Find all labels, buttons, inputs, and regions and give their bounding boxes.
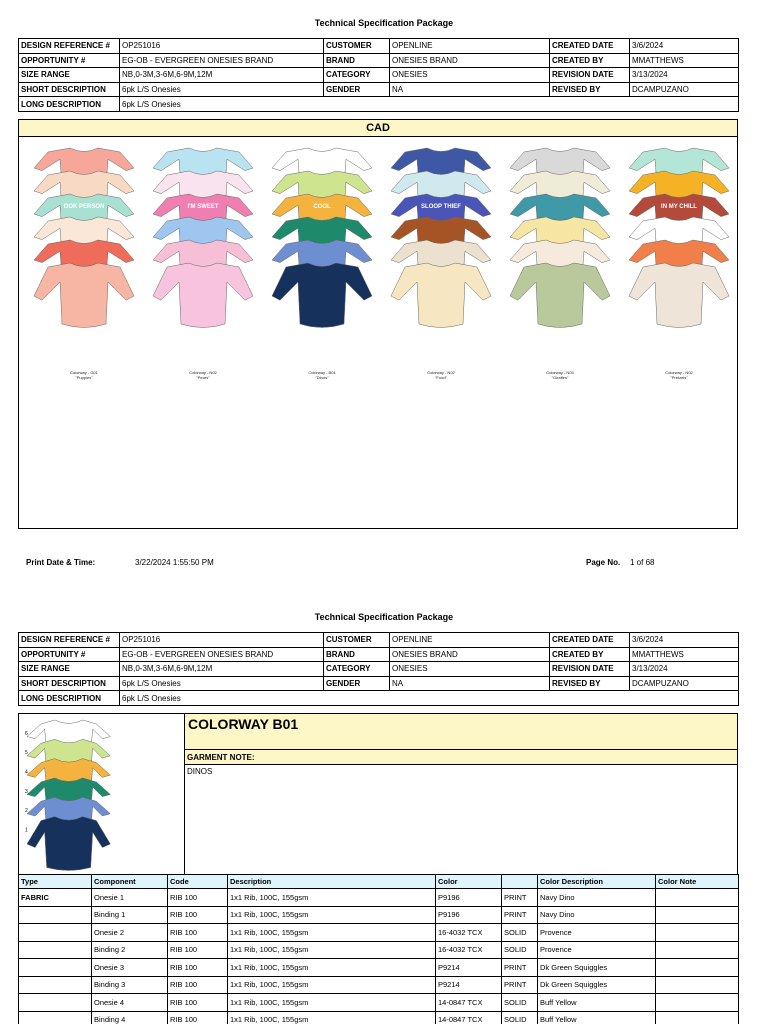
brand-label: BRAND: [324, 53, 390, 68]
opportunity-label: OPPORTUNITY #: [19, 53, 120, 68]
bom-cell-description: 1x1 Rib, 100C, 155gsm: [228, 906, 436, 924]
colorway-code: Colorway - N02: [665, 370, 693, 375]
bom-header-5: [502, 875, 538, 889]
colorway-stack-2: [148, 142, 258, 388]
table-row: [19, 941, 739, 959]
bom-cell-code: RIB 100: [168, 906, 228, 924]
bom-cell-kind: SOLID: [502, 994, 538, 1012]
bom-cell-code: RIB 100: [168, 1011, 228, 1024]
bom-cell-note: [656, 924, 739, 942]
revised-by-label: REVISED BY: [550, 676, 630, 691]
onesie-number: 3: [25, 788, 28, 795]
colorway-stack-5: [505, 142, 615, 388]
table-row: [19, 976, 739, 994]
colorway-title: COLORWAY B01: [185, 714, 737, 750]
category-value: ONESIES: [390, 68, 550, 83]
revised-by-value: DCAMPUZANO: [630, 82, 739, 97]
bom-header-7: Color Note: [656, 875, 739, 889]
bom-cell-color-description: Navy Dino: [538, 889, 656, 907]
bom-cell-note: [656, 889, 739, 907]
bom-cell-description: 1x1 Rib, 100C, 155gsm: [228, 1011, 436, 1024]
bom-cell-note: [656, 976, 739, 994]
page-number-label: Page No.: [586, 558, 621, 567]
bom-cell-kind: SOLID: [502, 941, 538, 959]
table-row: [19, 924, 739, 942]
print-graphic-text: I'M SWEET: [187, 204, 219, 210]
customer-label: CUSTOMER: [324, 39, 390, 54]
onesie-stack-image: [386, 142, 496, 367]
onesie-stack-image: [505, 142, 615, 367]
created-by-label: CREATED BY: [550, 53, 630, 68]
bom-cell-kind: PRINT: [502, 889, 538, 907]
table-row: [19, 994, 739, 1012]
bom-cell-color-description: Dk Green Squiggles: [538, 959, 656, 977]
garment-note-value: DINOS: [187, 767, 213, 776]
bom-cell-type: [19, 976, 92, 994]
bom-header-4: Color: [436, 875, 502, 889]
bom-cell-note: [656, 994, 739, 1012]
bom-cell-color-description: Buff Yellow: [538, 1011, 656, 1024]
bom-cell-component: Binding 4: [92, 1011, 168, 1024]
bom-cell-type: [19, 994, 92, 1012]
created-date-label: CREATED DATE: [550, 633, 630, 648]
colorway-name: "Puppies": [75, 375, 93, 380]
created-by-label: CREATED BY: [550, 647, 630, 662]
bom-cell-component: Onesie 2: [92, 924, 168, 942]
bom-cell-kind: PRINT: [502, 906, 538, 924]
colorway-name: "Giraffes": [551, 375, 569, 380]
gender-label: GENDER: [324, 676, 390, 691]
onesie-6: [510, 263, 610, 328]
category-label: CATEGORY: [324, 662, 390, 677]
revised-by-label: REVISED BY: [550, 82, 630, 97]
onesie-6: [272, 263, 372, 328]
page-title-2: Technical Specification Package: [314, 612, 454, 622]
bom-cell-code: RIB 100: [168, 959, 228, 977]
bom-cell-description: 1x1 Rib, 100C, 155gsm: [228, 889, 436, 907]
bom-cell-code: RIB 100: [168, 976, 228, 994]
header-info-table-2: [18, 632, 739, 706]
short-description-value: 6pk L/S Onesies: [120, 82, 324, 97]
gender-value: NA: [390, 676, 550, 691]
page-title: Technical Specification Package: [314, 18, 454, 28]
colorway-code: Colorway - G01: [70, 370, 98, 375]
bom-cell-description: 1x1 Rib, 100C, 155gsm: [228, 994, 436, 1012]
customer-value: OPENLINE: [390, 633, 550, 648]
bom-cell-type: [19, 959, 92, 977]
long-description-value: 6pk L/S Onesies: [120, 691, 739, 706]
customer-value: OPENLINE: [390, 39, 550, 54]
bom-cell-code: RIB 100: [168, 924, 228, 942]
onesie-number: 5: [25, 750, 28, 757]
created-date-label: CREATED DATE: [550, 39, 630, 54]
bom-cell-color: 16-4032 TCX: [436, 924, 502, 942]
bom-cell-kind: SOLID: [502, 1011, 538, 1024]
bom-cell-color: P9214: [436, 976, 502, 994]
colorway-code: Colorway - N02: [427, 370, 455, 375]
design-reference-value: OP251016: [120, 633, 324, 648]
bom-cell-color-description: Dk Green Squiggles: [538, 976, 656, 994]
bom-header-3: Description: [228, 875, 436, 889]
bom-cell-component: Onesie 4: [92, 994, 168, 1012]
design-reference-label: DESIGN REFERENCE #: [19, 633, 120, 648]
colorway-thumbnail: [19, 714, 185, 874]
opportunity-label: OPPORTUNITY #: [19, 647, 120, 662]
bom-cell-color: 16-4032 TCX: [436, 941, 502, 959]
bom-cell-description: 1x1 Rib, 100C, 155gsm: [228, 924, 436, 942]
onesie-6: [153, 263, 253, 328]
bom-header-6: Color Description: [538, 875, 656, 889]
revision-date-label: REVISION DATE: [550, 68, 630, 83]
bom-cell-note: [656, 941, 739, 959]
onesie-6: [629, 263, 729, 328]
short-description-label: SHORT DESCRIPTION: [19, 676, 120, 691]
bom-cell-note: [656, 1011, 739, 1024]
onesie-stack-image: [624, 142, 734, 367]
bom-cell-kind: PRINT: [502, 976, 538, 994]
bom-header-1: Component: [92, 875, 168, 889]
onesie-6: [27, 817, 110, 871]
table-row: [19, 959, 739, 977]
bom-cell-component: Binding 3: [92, 976, 168, 994]
category-label: CATEGORY: [324, 68, 390, 83]
bom-cell-color: P9214: [436, 959, 502, 977]
bom-cell-kind: SOLID: [502, 924, 538, 942]
size-range-label: SIZE RANGE: [19, 662, 120, 677]
bom-cell-type: [19, 924, 92, 942]
created-date-value: 3/6/2024: [630, 633, 739, 648]
onesie-6: [34, 263, 134, 328]
bom-cell-type: [19, 941, 92, 959]
colorway-caption: [267, 370, 377, 380]
colorway-caption: [148, 370, 258, 380]
colorway-stack-3: [267, 142, 377, 388]
garment-note-label: GARMENT NOTE:: [185, 750, 737, 765]
size-range-value: NB,0-3M,3-6M,6-9M,12M: [120, 68, 324, 83]
bom-cell-component: Onesie 1: [92, 889, 168, 907]
colorway-name: "Dinos": [315, 375, 329, 380]
colorway-stack-4: [386, 142, 496, 388]
print-graphic-text: OOK PERSON: [63, 204, 105, 210]
opportunity-value: EG-OB - EVERGREEN ONESIES BRAND: [120, 647, 324, 662]
colorway-code: Colorway - N03: [546, 370, 574, 375]
colorway-stack-1: [29, 142, 139, 388]
onesie-number: 2: [25, 808, 28, 815]
short-description-value: 6pk L/S Onesies: [120, 676, 324, 691]
print-graphic-text: SLOOP THIEF: [421, 204, 461, 210]
colorway-caption: [624, 370, 734, 380]
table-row: [19, 1011, 739, 1024]
colorway-name: "Food": [435, 375, 447, 380]
created-by-value: MMATTHEWS: [630, 647, 739, 662]
onesie-stack-image: [29, 142, 139, 367]
bom-cell-color-description: Provence: [538, 924, 656, 942]
colorway-name: "Pears": [196, 375, 210, 380]
bom-cell-description: 1x1 Rib, 100C, 155gsm: [228, 959, 436, 977]
long-description-value: 6pk L/S Onesies: [120, 97, 739, 112]
created-by-value: MMATTHEWS: [630, 53, 739, 68]
revision-date-value: 3/13/2024: [630, 662, 739, 677]
brand-value: ONESIES BRAND: [390, 647, 550, 662]
colorway-code: Colorway - B01: [308, 370, 336, 375]
gender-label: GENDER: [324, 82, 390, 97]
bom-cell-color-description: Provence: [538, 941, 656, 959]
bom-cell-code: RIB 100: [168, 994, 228, 1012]
design-reference-label: DESIGN REFERENCE #: [19, 39, 120, 54]
bom-cell-type: [19, 906, 92, 924]
page-number-value: 1 of 68: [630, 558, 655, 567]
bom-cell-color-description: Buff Yellow: [538, 994, 656, 1012]
bom-header-2: Code: [168, 875, 228, 889]
onesie-number: 1: [25, 827, 28, 834]
print-graphic-text: IN MY CHILL: [661, 204, 697, 210]
onesie-stack-image: [148, 142, 258, 367]
bom-cell-description: 1x1 Rib, 100C, 155gsm: [228, 941, 436, 959]
category-value: ONESIES: [390, 662, 550, 677]
bom-cell-color: 14-0847 TCX: [436, 1011, 502, 1024]
bom-cell-component: Binding 1: [92, 906, 168, 924]
brand-label: BRAND: [324, 647, 390, 662]
created-date-value: 3/6/2024: [630, 39, 739, 54]
bom-cell-kind: PRINT: [502, 959, 538, 977]
print-date-value: 3/22/2024 1:55:50 PM: [135, 558, 214, 567]
bom-cell-code: RIB 100: [168, 941, 228, 959]
onesie-number: 6: [25, 730, 28, 737]
bom-table: [18, 874, 739, 1024]
colorway-caption: [29, 370, 139, 380]
gender-value: NA: [390, 82, 550, 97]
onesie-number: 4: [25, 769, 28, 776]
bom-cell-note: [656, 959, 739, 977]
table-row: [19, 906, 739, 924]
bom-cell-note: [656, 906, 739, 924]
long-description-label: LONG DESCRIPTION: [19, 691, 120, 706]
print-graphic-text: COOL: [313, 204, 331, 210]
cad-panel: [18, 119, 738, 529]
bom-cell-color: P9196: [436, 906, 502, 924]
size-range-label: SIZE RANGE: [19, 68, 120, 83]
colorway-panel: [18, 713, 738, 875]
design-reference-value: OP251016: [120, 39, 324, 54]
bom-cell-color: P9196: [436, 889, 502, 907]
colorway-stack-6: [624, 142, 734, 388]
header-info-table: [18, 38, 739, 112]
cad-header: CAD: [19, 120, 737, 137]
bom-cell-component: Binding 2: [92, 941, 168, 959]
print-date-label: Print Date & Time:: [26, 558, 96, 567]
bom-cell-type: [19, 1011, 92, 1024]
revision-date-label: REVISION DATE: [550, 662, 630, 677]
bom-cell-code: RIB 100: [168, 889, 228, 907]
revision-date-value: 3/13/2024: [630, 68, 739, 83]
colorway-caption: [386, 370, 496, 380]
colorway-name: "Pretzels": [670, 375, 688, 380]
bom-cell-component: Onesie 3: [92, 959, 168, 977]
opportunity-value: EG-OB - EVERGREEN ONESIES BRAND: [120, 53, 324, 68]
bom-cell-description: 1x1 Rib, 100C, 155gsm: [228, 976, 436, 994]
onesie-6: [391, 263, 491, 328]
bom-header-0: Type: [19, 875, 92, 889]
colorway-code: Colorway - N02: [189, 370, 217, 375]
size-range-value: NB,0-3M,3-6M,6-9M,12M: [120, 662, 324, 677]
colorway-caption: [505, 370, 615, 380]
onesie-stack-image: [267, 142, 377, 367]
revised-by-value: DCAMPUZANO: [630, 676, 739, 691]
customer-label: CUSTOMER: [324, 633, 390, 648]
onesie-stack-image: [19, 714, 185, 874]
short-description-label: SHORT DESCRIPTION: [19, 82, 120, 97]
bom-cell-color: 14-0847 TCX: [436, 994, 502, 1012]
brand-value: ONESIES BRAND: [390, 53, 550, 68]
table-row: [19, 889, 739, 907]
long-description-label: LONG DESCRIPTION: [19, 97, 120, 112]
bom-cell-type: FABRIC: [19, 889, 92, 907]
bom-cell-color-description: Navy Dino: [538, 906, 656, 924]
